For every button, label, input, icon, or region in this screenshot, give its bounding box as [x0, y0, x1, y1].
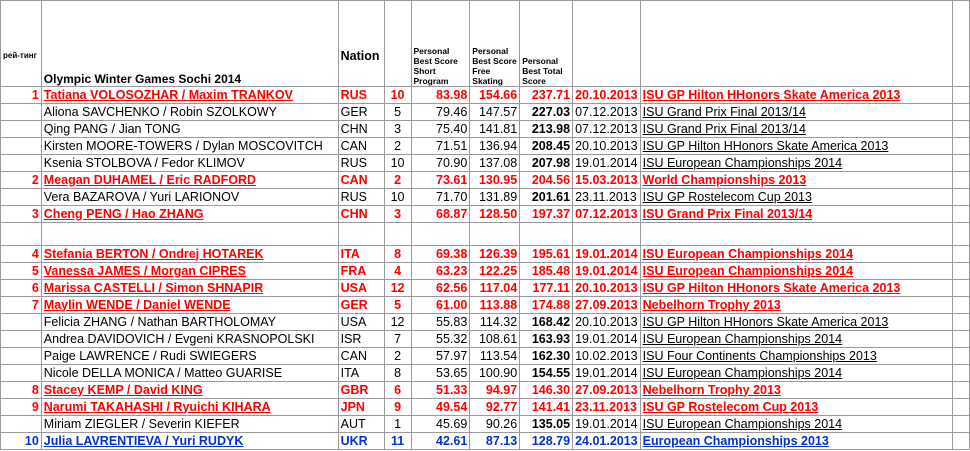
short-program-cell[interactable]: 53.65 [411, 365, 470, 382]
nation-number-cell[interactable]: 10 [384, 189, 411, 206]
free-skating-cell[interactable]: 141.81 [470, 121, 520, 138]
rank-cell[interactable]: 1 [1, 87, 42, 104]
date-cell[interactable]: 15.03.2013 [573, 172, 641, 189]
nation-number-cell[interactable]: 9 [384, 399, 411, 416]
date-cell[interactable]: 27.09.2013 [573, 382, 641, 399]
free-skating-cell[interactable]: 114.32 [470, 314, 520, 331]
empty-cell[interactable] [953, 246, 970, 263]
free-skating-cell[interactable]: 117.04 [470, 280, 520, 297]
empty-cell[interactable] [953, 348, 970, 365]
event-cell[interactable]: ISU GP Rostelecom Cup 2013 [640, 189, 952, 206]
pair-cell[interactable]: Paige LAWRENCE / Rudi SWIEGERS [41, 348, 338, 365]
empty-cell[interactable] [953, 206, 970, 223]
event-cell[interactable] [640, 223, 952, 246]
event-cell[interactable]: ISU Grand Prix Final 2013/14 [640, 206, 952, 223]
event-cell[interactable]: ISU GP Hilton HHonors Skate America 2013 [640, 87, 952, 104]
event-cell[interactable]: ISU GP Hilton HHonors Skate America 2013 [640, 314, 952, 331]
free-skating-cell[interactable]: 122.25 [470, 263, 520, 280]
rank-cell[interactable]: 5 [1, 263, 42, 280]
total-score-cell[interactable]: 197.37 [520, 206, 573, 223]
free-skating-cell[interactable]: 154.66 [470, 87, 520, 104]
empty-cell[interactable] [953, 155, 970, 172]
table-row [1, 189, 970, 206]
nation-cell[interactable]: USA [338, 280, 384, 297]
short-program-cell[interactable]: 69.38 [411, 246, 470, 263]
rank-cell[interactable]: 10 [1, 433, 42, 450]
header-date[interactable] [573, 1, 641, 87]
total-score-cell[interactable]: 227.03 [520, 104, 573, 121]
short-program-cell[interactable]: 71.51 [411, 138, 470, 155]
total-score-cell[interactable] [520, 223, 573, 246]
header-free[interactable]: Personal Best Score Free Skating [470, 1, 520, 87]
table-row [1, 121, 970, 138]
empty-cell[interactable] [953, 382, 970, 399]
short-program-cell[interactable]: 57.97 [411, 348, 470, 365]
total-score-cell[interactable]: 135.05 [520, 416, 573, 433]
empty-cell[interactable] [953, 399, 970, 416]
date-cell[interactable]: 23.11.2013 [573, 189, 641, 206]
pair-cell[interactable]: Cheng PENG / Hao ZHANG [41, 206, 338, 223]
rank-cell[interactable] [1, 155, 42, 172]
nation-number-cell[interactable]: 5 [384, 104, 411, 121]
short-program-cell[interactable]: 62.56 [411, 280, 470, 297]
nation-number-cell[interactable]: 12 [384, 280, 411, 297]
pair-cell[interactable]: Narumi TAKAHASHI / Ryuichi KIHARA [41, 399, 338, 416]
pair-cell[interactable]: Nicole DELLA MONICA / Matteo GUARISE [41, 365, 338, 382]
table-row [1, 206, 970, 223]
free-skating-cell[interactable]: 131.89 [470, 189, 520, 206]
date-cell[interactable]: 07.12.2013 [573, 206, 641, 223]
short-program-cell[interactable]: 71.70 [411, 189, 470, 206]
header-row [1, 1, 970, 87]
pair-cell[interactable]: Vera BAZAROVA / Yuri LARIONOV [41, 189, 338, 206]
event-cell[interactable]: ISU Four Continents Championships 2013 [640, 348, 952, 365]
table-row [1, 331, 970, 348]
date-cell[interactable]: 20.10.2013 [573, 280, 641, 297]
header-title[interactable]: Olympic Winter Games Sochi 2014 [41, 1, 338, 87]
table-row [1, 348, 970, 365]
nation-number-cell[interactable]: 4 [384, 263, 411, 280]
empty-cell[interactable] [953, 87, 970, 104]
empty-cell[interactable] [953, 365, 970, 382]
total-score-cell[interactable]: 177.11 [520, 280, 573, 297]
nation-number-cell[interactable]: 8 [384, 246, 411, 263]
event-cell[interactable]: ISU European Championships 2014 [640, 331, 952, 348]
nation-cell[interactable]: ITA [338, 365, 384, 382]
empty-cell[interactable] [953, 297, 970, 314]
total-score-cell[interactable]: 237.71 [520, 87, 573, 104]
table-row [1, 314, 970, 331]
nation-number-cell[interactable]: 3 [384, 121, 411, 138]
free-skating-cell[interactable]: 94.97 [470, 382, 520, 399]
short-program-cell[interactable]: 79.46 [411, 104, 470, 121]
total-score-cell[interactable]: 154.55 [520, 365, 573, 382]
total-score-cell[interactable]: 163.93 [520, 331, 573, 348]
nation-number-cell[interactable]: 1 [384, 416, 411, 433]
table-row [1, 172, 970, 189]
total-score-cell[interactable]: 146.30 [520, 382, 573, 399]
rank-cell[interactable] [1, 138, 42, 155]
nation-number-cell[interactable]: 3 [384, 206, 411, 223]
table-row [1, 399, 970, 416]
header-count[interactable] [384, 1, 411, 87]
pair-cell[interactable]: Andrea DAVIDOVICH / Evgeni KRASNOPOLSKI [41, 331, 338, 348]
event-cell[interactable]: ISU GP Hilton HHonors Skate America 2013 [640, 138, 952, 155]
date-cell[interactable]: 20.10.2013 [573, 138, 641, 155]
date-cell[interactable] [573, 223, 641, 246]
nation-number-cell[interactable]: 6 [384, 382, 411, 399]
rank-cell[interactable]: 4 [1, 246, 42, 263]
nation-cell[interactable]: AUT [338, 416, 384, 433]
total-score-cell[interactable]: 185.48 [520, 263, 573, 280]
header-extra[interactable] [953, 1, 970, 87]
nation-cell[interactable]: ISR [338, 331, 384, 348]
pair-cell[interactable]: Tatiana VOLOSOZHAR / Maxim TRANKOV [41, 87, 338, 104]
total-score-cell[interactable]: 168.42 [520, 314, 573, 331]
total-score-cell[interactable]: 141.41 [520, 399, 573, 416]
pair-cell[interactable]: Vanessa JAMES / Morgan CIPRES [41, 263, 338, 280]
event-cell[interactable]: ISU Grand Prix Final 2013/14 [640, 104, 952, 121]
event-cell[interactable]: Nebelhorn Trophy 2013 [640, 297, 952, 314]
pair-cell[interactable]: Maylin WENDE / Daniel WENDE [41, 297, 338, 314]
nation-cell[interactable] [338, 223, 384, 246]
date-cell[interactable]: 20.10.2013 [573, 314, 641, 331]
nation-cell[interactable]: ITA [338, 246, 384, 263]
nation-cell[interactable]: CHN [338, 121, 384, 138]
rank-cell[interactable] [1, 104, 42, 121]
date-cell[interactable]: 27.09.2013 [573, 297, 641, 314]
short-program-cell[interactable]: 75.40 [411, 121, 470, 138]
nation-cell[interactable]: CHN [338, 206, 384, 223]
nation-cell[interactable]: RUS [338, 155, 384, 172]
short-program-cell[interactable]: 55.32 [411, 331, 470, 348]
free-skating-cell[interactable]: 113.54 [470, 348, 520, 365]
date-cell[interactable]: 24.01.2013 [573, 433, 641, 450]
short-program-cell[interactable]: 51.33 [411, 382, 470, 399]
nation-cell[interactable]: RUS [338, 189, 384, 206]
nation-cell[interactable]: JPN [338, 399, 384, 416]
free-skating-cell[interactable]: 90.26 [470, 416, 520, 433]
nation-number-cell[interactable]: 2 [384, 172, 411, 189]
header-nation[interactable]: Nation [338, 1, 384, 87]
date-cell[interactable]: 07.12.2013 [573, 104, 641, 121]
header-short[interactable]: Personal Best Score Short Program [411, 1, 470, 87]
empty-cell[interactable] [953, 263, 970, 280]
pair-cell[interactable]: Felicia ZHANG / Nathan BARTHOLOMAY [41, 314, 338, 331]
total-score-cell[interactable]: 201.61 [520, 189, 573, 206]
nation-number-cell[interactable]: 11 [384, 433, 411, 450]
pair-cell[interactable] [41, 223, 338, 246]
free-skating-cell[interactable]: 126.39 [470, 246, 520, 263]
total-score-cell[interactable]: 128.79 [520, 433, 573, 450]
nation-number-cell[interactable]: 12 [384, 314, 411, 331]
empty-cell[interactable] [953, 280, 970, 297]
free-skating-cell[interactable]: 147.57 [470, 104, 520, 121]
rank-cell[interactable] [1, 189, 42, 206]
empty-cell[interactable] [953, 331, 970, 348]
pair-cell[interactable]: Stacey KEMP / David KING [41, 382, 338, 399]
nation-number-cell[interactable]: 8 [384, 365, 411, 382]
rank-cell[interactable] [1, 314, 42, 331]
nation-cell[interactable]: RUS [338, 87, 384, 104]
nation-cell[interactable]: GBR [338, 382, 384, 399]
event-cell[interactable]: ISU European Championships 2014 [640, 365, 952, 382]
table-row [1, 87, 970, 104]
table-row [1, 138, 970, 155]
free-skating-cell[interactable]: 136.94 [470, 138, 520, 155]
nation-cell[interactable]: FRA [338, 263, 384, 280]
table-row [1, 382, 970, 399]
event-cell[interactable]: ISU European Championships 2014 [640, 246, 952, 263]
nation-number-cell[interactable]: 10 [384, 87, 411, 104]
date-cell[interactable]: 23.11.2013 [573, 399, 641, 416]
free-skating-cell[interactable]: 108.61 [470, 331, 520, 348]
date-cell[interactable]: 10.02.2013 [573, 348, 641, 365]
table-row [1, 263, 970, 280]
header-rank[interactable]: рей-тинг [1, 1, 42, 87]
rank-cell[interactable] [1, 223, 42, 246]
short-program-cell[interactable]: 68.87 [411, 206, 470, 223]
short-program-cell[interactable]: 83.98 [411, 87, 470, 104]
empty-cell[interactable] [953, 138, 970, 155]
short-program-cell[interactable]: 45.69 [411, 416, 470, 433]
table-row [1, 280, 970, 297]
pair-cell[interactable]: Stefania BERTON / Ondrej HOTAREK [41, 246, 338, 263]
empty-cell[interactable] [953, 416, 970, 433]
short-program-cell[interactable]: 63.23 [411, 263, 470, 280]
nation-cell[interactable]: CAN [338, 172, 384, 189]
free-skating-cell[interactable] [470, 223, 520, 246]
pair-cell[interactable]: Miriam ZIEGLER / Severin KIEFER [41, 416, 338, 433]
free-skating-cell[interactable]: 137.08 [470, 155, 520, 172]
empty-cell[interactable] [953, 121, 970, 138]
rank-cell[interactable] [1, 331, 42, 348]
free-skating-cell[interactable]: 92.77 [470, 399, 520, 416]
empty-cell[interactable] [953, 314, 970, 331]
rank-cell[interactable]: 7 [1, 297, 42, 314]
short-program-cell[interactable] [411, 223, 470, 246]
pair-cell[interactable]: Kirsten MOORE-TOWERS / Dylan MOSCOVITCH [41, 138, 338, 155]
date-cell[interactable]: 07.12.2013 [573, 121, 641, 138]
total-score-cell[interactable]: 162.30 [520, 348, 573, 365]
table-row [1, 416, 970, 433]
nation-number-cell[interactable] [384, 223, 411, 246]
event-cell[interactable]: ISU GP Rostelecom Cup 2013 [640, 399, 952, 416]
pair-cell[interactable]: Julia LAVRENTIEVA / Yuri RUDYK [41, 433, 338, 450]
table-row [1, 297, 970, 314]
rank-cell[interactable]: 8 [1, 382, 42, 399]
table-row [1, 104, 970, 121]
free-skating-cell[interactable]: 128.50 [470, 206, 520, 223]
table-row [1, 365, 970, 382]
date-cell[interactable]: 19.01.2014 [573, 246, 641, 263]
pair-cell[interactable]: Ksenia STOLBOVA / Fedor KLIMOV [41, 155, 338, 172]
nation-number-cell[interactable]: 10 [384, 155, 411, 172]
event-cell[interactable]: World Championships 2013 [640, 172, 952, 189]
empty-cell[interactable] [953, 433, 970, 450]
empty-cell[interactable] [953, 104, 970, 121]
total-score-cell[interactable]: 204.56 [520, 172, 573, 189]
rank-cell[interactable]: 6 [1, 280, 42, 297]
total-score-cell[interactable]: 174.88 [520, 297, 573, 314]
event-cell[interactable]: ISU European Championships 2014 [640, 263, 952, 280]
event-cell[interactable]: ISU GP Hilton HHonors Skate America 2013 [640, 280, 952, 297]
event-cell[interactable]: European Championships 2013 [640, 433, 952, 450]
empty-cell[interactable] [953, 189, 970, 206]
nation-cell[interactable]: GER [338, 104, 384, 121]
nation-cell[interactable]: UKR [338, 433, 384, 450]
nation-number-cell[interactable]: 5 [384, 297, 411, 314]
rank-cell[interactable]: 3 [1, 206, 42, 223]
date-cell[interactable]: 19.01.2014 [573, 416, 641, 433]
nation-number-cell[interactable]: 2 [384, 348, 411, 365]
nation-number-cell[interactable]: 2 [384, 138, 411, 155]
free-skating-cell[interactable]: 100.90 [470, 365, 520, 382]
rank-cell[interactable] [1, 365, 42, 382]
short-program-cell[interactable]: 61.00 [411, 297, 470, 314]
empty-row [1, 223, 970, 246]
short-program-cell[interactable]: 55.83 [411, 314, 470, 331]
nation-cell[interactable]: CAN [338, 138, 384, 155]
rank-cell[interactable] [1, 121, 42, 138]
date-cell[interactable]: 19.01.2014 [573, 155, 641, 172]
header-total[interactable]: Personal Best Total Score [520, 1, 573, 87]
empty-cell[interactable] [953, 223, 970, 246]
event-cell[interactable]: ISU European Championships 2014 [640, 155, 952, 172]
empty-cell[interactable] [953, 172, 970, 189]
rank-cell[interactable] [1, 416, 42, 433]
total-score-cell[interactable]: 207.98 [520, 155, 573, 172]
header-event[interactable] [640, 1, 952, 87]
nation-number-cell[interactable]: 7 [384, 331, 411, 348]
free-skating-cell[interactable]: 113.88 [470, 297, 520, 314]
event-cell[interactable]: Nebelhorn Trophy 2013 [640, 382, 952, 399]
total-score-cell[interactable]: 213.98 [520, 121, 573, 138]
short-program-cell[interactable]: 73.61 [411, 172, 470, 189]
date-cell[interactable]: 19.01.2014 [573, 263, 641, 280]
table-row [1, 246, 970, 263]
total-score-cell[interactable]: 195.61 [520, 246, 573, 263]
date-cell[interactable]: 19.01.2014 [573, 331, 641, 348]
rank-cell[interactable]: 2 [1, 172, 42, 189]
pair-cell[interactable]: Aliona SAVCHENKO / Robin SZOLKOWY [41, 104, 338, 121]
table-row [1, 433, 970, 450]
pair-cell[interactable]: Meagan DUHAMEL / Eric RADFORD [41, 172, 338, 189]
short-program-cell[interactable]: 42.61 [411, 433, 470, 450]
rank-cell[interactable]: 9 [1, 399, 42, 416]
nation-cell[interactable]: USA [338, 314, 384, 331]
pair-cell[interactable]: Marissa CASTELLI / Simon SHNAPIR [41, 280, 338, 297]
table-row [1, 155, 970, 172]
event-cell[interactable]: ISU European Championships 2014 [640, 416, 952, 433]
date-cell[interactable]: 20.10.2013 [573, 87, 641, 104]
rank-cell[interactable] [1, 348, 42, 365]
nation-cell[interactable]: GER [338, 297, 384, 314]
free-skating-cell[interactable]: 87.13 [470, 433, 520, 450]
total-score-cell[interactable]: 208.45 [520, 138, 573, 155]
pair-cell[interactable]: Qing PANG / Jian TONG [41, 121, 338, 138]
short-program-cell[interactable]: 70.90 [411, 155, 470, 172]
nation-cell[interactable]: CAN [338, 348, 384, 365]
short-program-cell[interactable]: 49.54 [411, 399, 470, 416]
event-cell[interactable]: ISU Grand Prix Final 2013/14 [640, 121, 952, 138]
free-skating-cell[interactable]: 130.95 [470, 172, 520, 189]
date-cell[interactable]: 19.01.2014 [573, 365, 641, 382]
